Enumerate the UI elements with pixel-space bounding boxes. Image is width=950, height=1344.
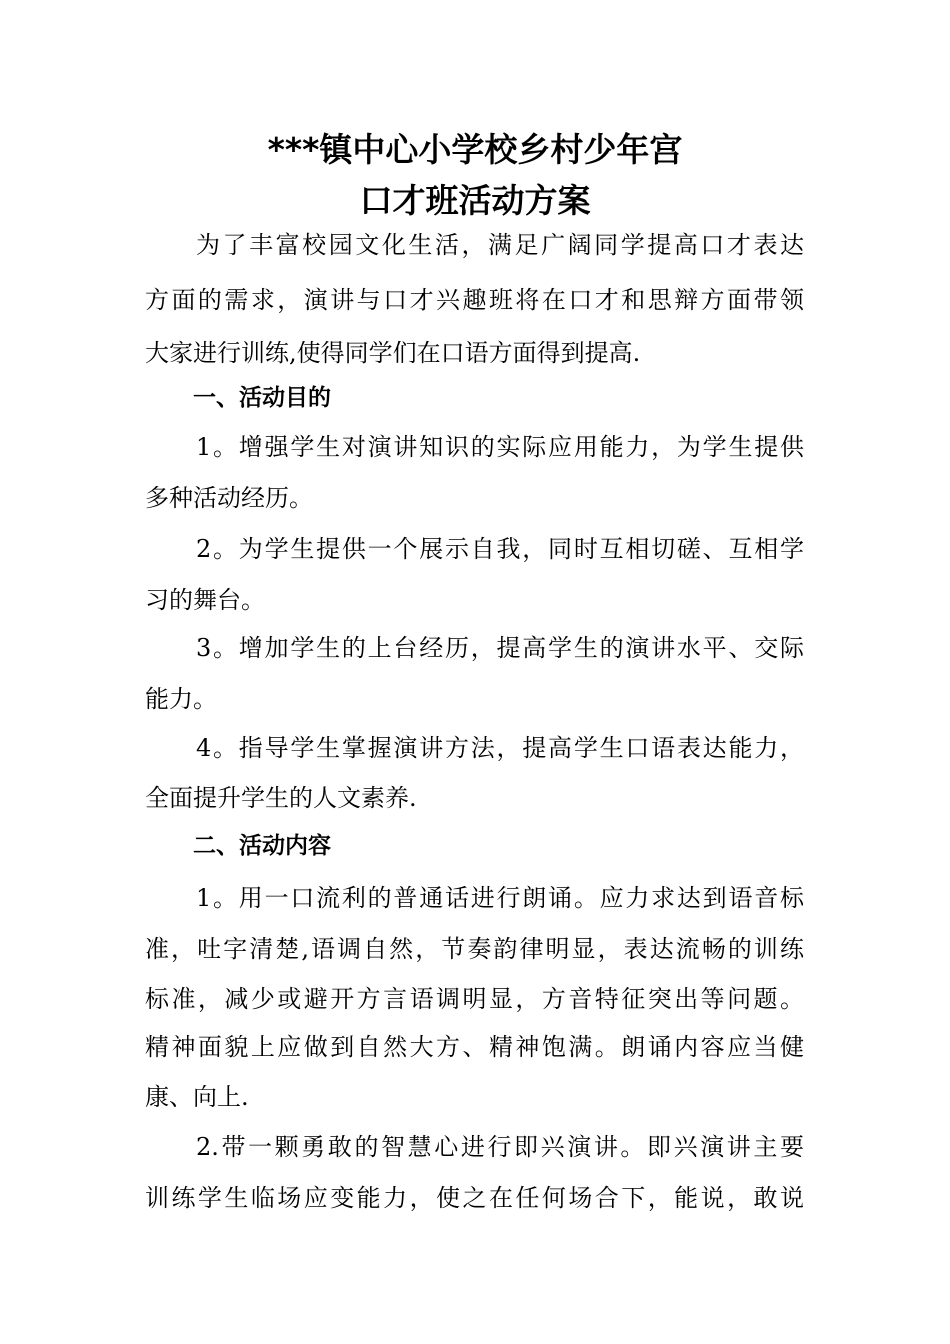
goal-item-text: 2。为学生提供一个展示自我，同时互相切磋、互相学 bbox=[196, 535, 804, 563]
content-item-text: 康、向上. bbox=[145, 1083, 249, 1111]
content-item-line bbox=[145, 932, 950, 966]
content-item-text: 精神面貌上应做到自然大方、精神饱满。朗诵内容应当健 bbox=[145, 1033, 804, 1061]
goal-item-line bbox=[145, 583, 950, 617]
intro-line bbox=[196, 228, 950, 262]
content-item-line bbox=[145, 982, 950, 1016]
content-item-text: 1。用一口流利的普通话进行朗诵。应力求达到语音标 bbox=[196, 884, 804, 912]
intro-line-text: 大家进行训练,使得同学们在口语方面得到提高. bbox=[145, 339, 641, 367]
goal-item-line bbox=[196, 532, 950, 566]
goal-item-text: 多种活动经历。 bbox=[145, 484, 313, 512]
intro-line bbox=[145, 336, 950, 370]
content-item-line bbox=[196, 881, 950, 915]
intro-line-text: 方面的需求，演讲与口才兴趣班将在口才和思辩方面带领 bbox=[145, 286, 804, 314]
goal-item-line bbox=[196, 430, 950, 464]
document-title-line2: 口才班活动方案 bbox=[359, 181, 591, 220]
intro-line bbox=[145, 283, 950, 317]
goal-item-line bbox=[145, 781, 950, 815]
content-item-line bbox=[145, 1080, 950, 1114]
goal-item-text: 4。指导学生掌握演讲方法，提高学生口语表达能力， bbox=[196, 734, 804, 762]
goal-item-text: 习的舞台。 bbox=[145, 586, 265, 614]
goal-item-line bbox=[145, 682, 950, 716]
document-title-line1: ***镇中心小学校乡村少年宫 bbox=[267, 130, 683, 169]
content-item-text: 训练学生临场应变能力，使之在任何场合下，能说，敢说 bbox=[145, 1184, 804, 1212]
content-item-line bbox=[145, 1030, 950, 1064]
goal-item-line bbox=[196, 631, 950, 665]
goal-item-text: 全面提升学生的人文素养. bbox=[145, 784, 417, 812]
goal-item-text: 3。增加学生的上台经历，提高学生的演讲水平、交际 bbox=[196, 634, 804, 662]
content-item-text: 准，吐字清楚,语调自然，节奏韵律明显，表达流畅的训练 bbox=[145, 935, 804, 963]
content-item-text: 2.带一颗勇敢的智慧心进行即兴演讲。即兴演讲主要 bbox=[196, 1133, 804, 1161]
goal-item-text: 能力。 bbox=[145, 685, 217, 713]
content-item-line bbox=[196, 1130, 950, 1164]
section-heading-goals: 一、活动目的 bbox=[193, 385, 331, 411]
goal-item-line bbox=[196, 731, 950, 765]
section-heading-content: 二、活动内容 bbox=[193, 833, 331, 859]
goal-item-text: 1。增强学生对演讲知识的实际应用能力，为学生提供 bbox=[196, 433, 804, 461]
intro-line-text: 为了丰富校园文化生活，满足广阔同学提高口才表达 bbox=[196, 231, 804, 259]
content-item-text: 标准，减少或避开方言语调明显，方音特征突出等问题。 bbox=[145, 985, 804, 1013]
goal-item-line bbox=[145, 481, 950, 515]
content-item-line bbox=[145, 1181, 950, 1215]
